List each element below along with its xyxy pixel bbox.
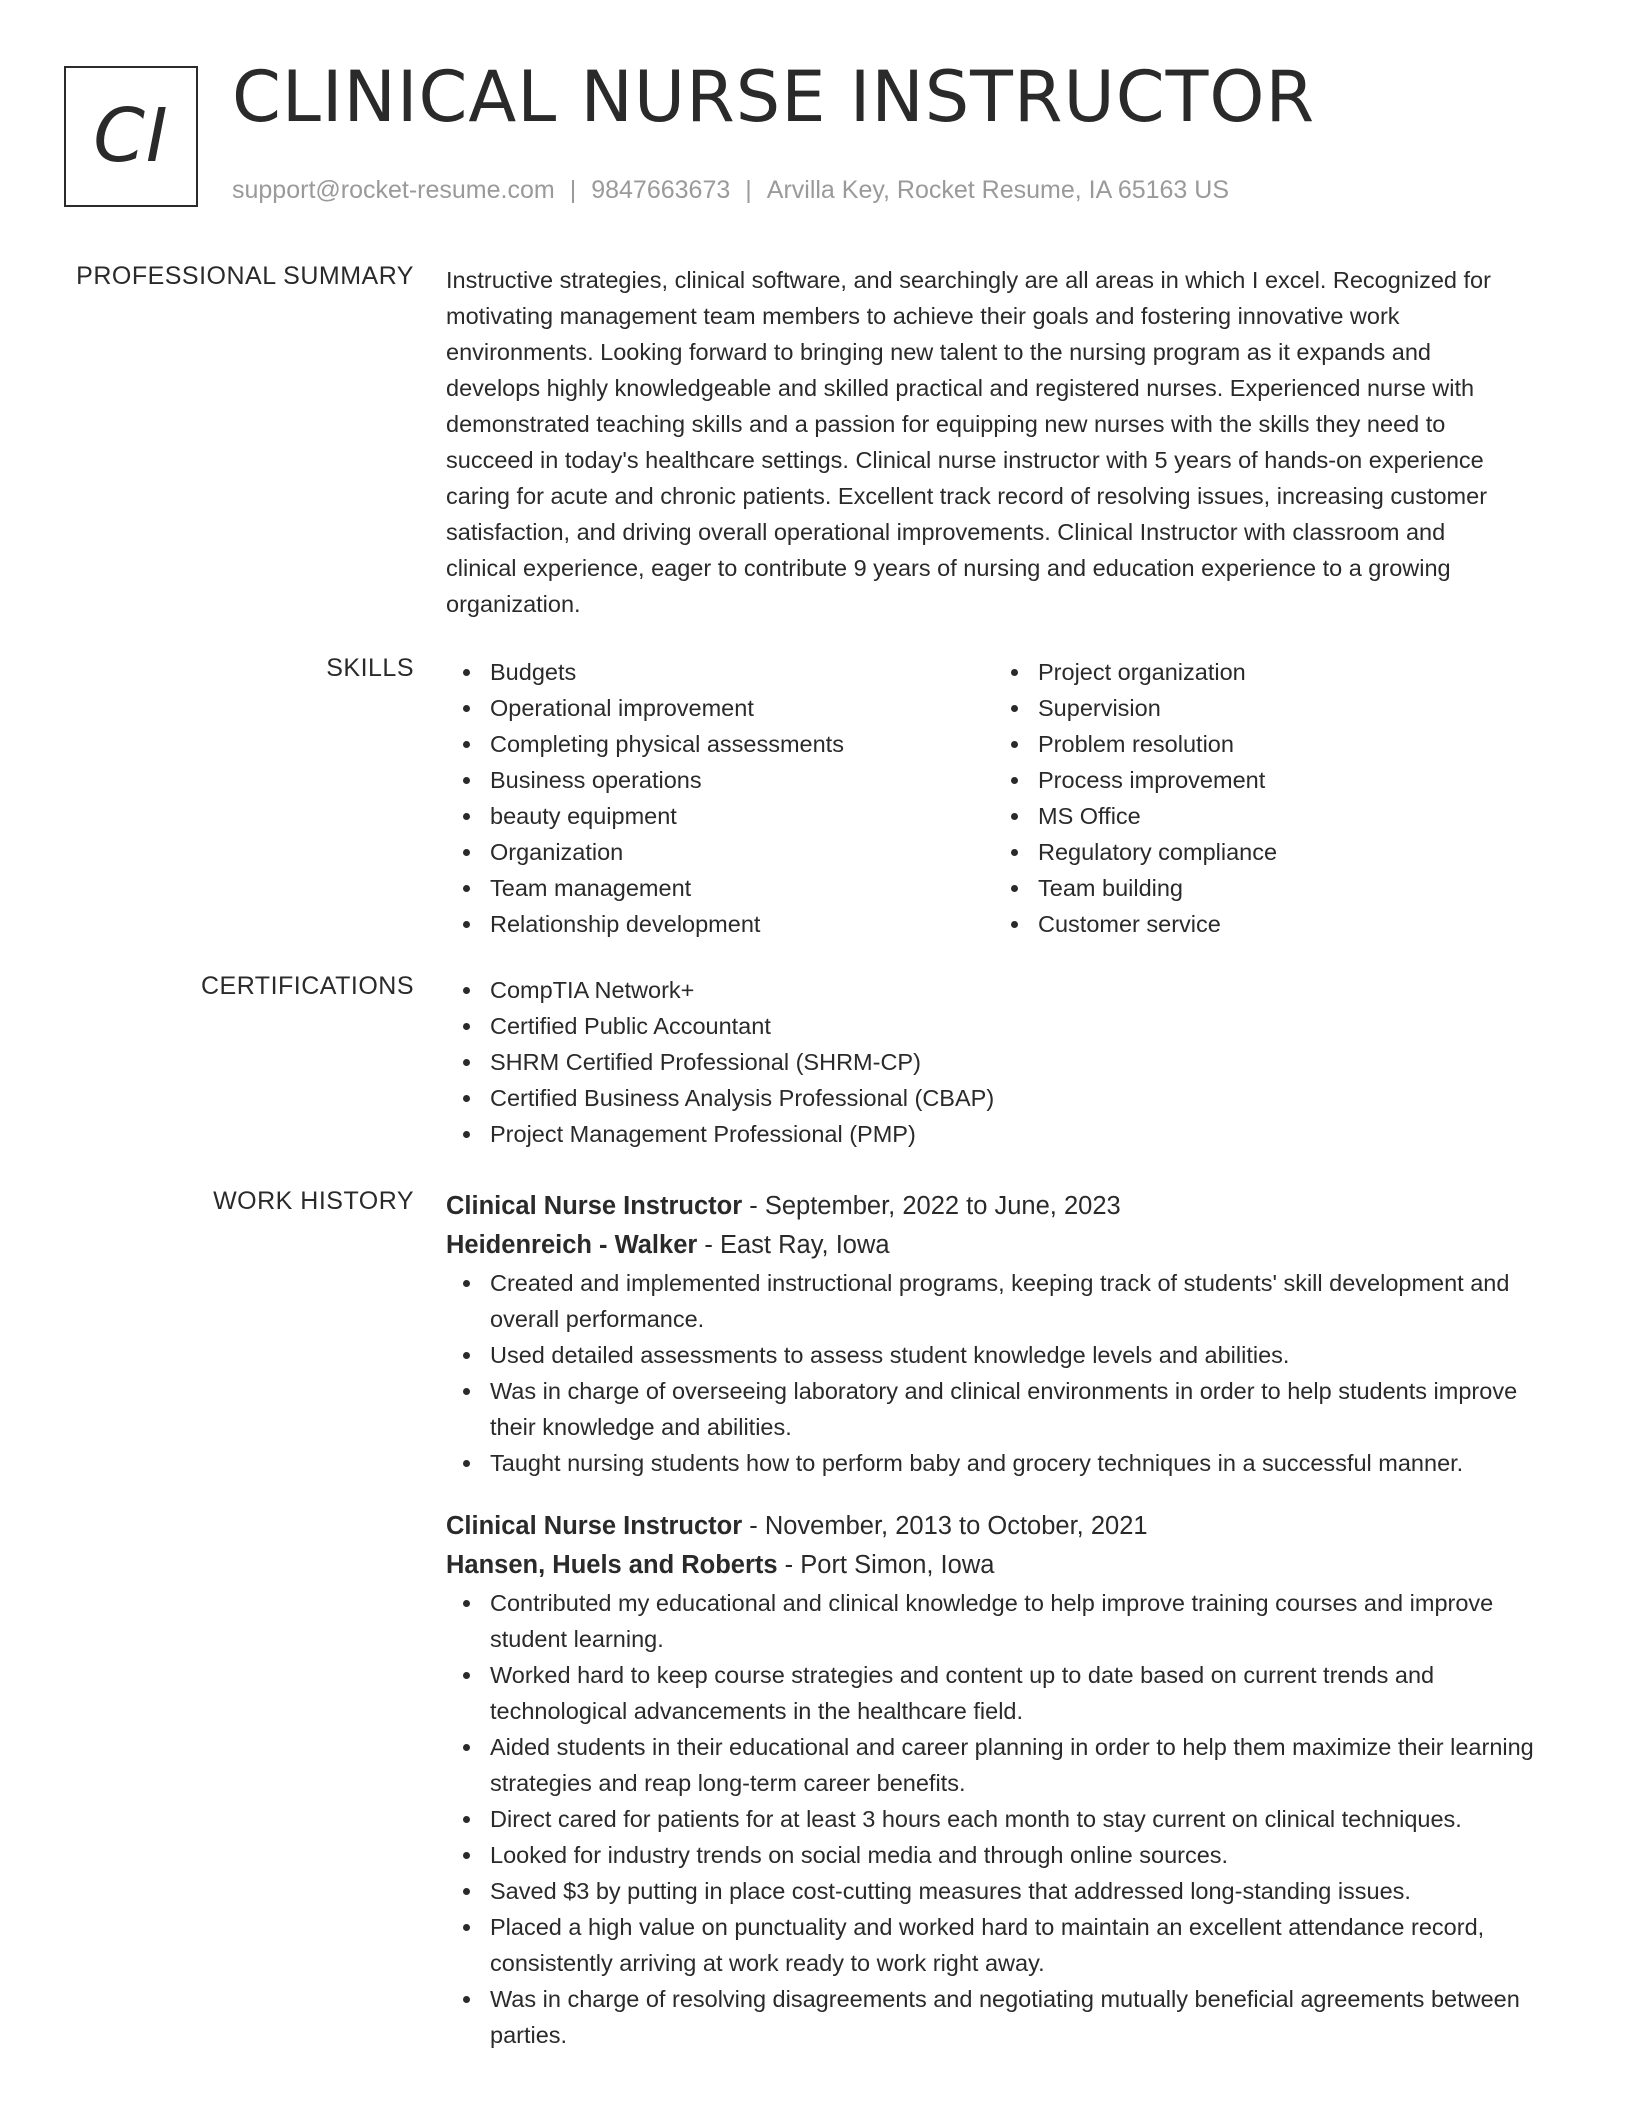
skill-item: Organization <box>446 834 994 870</box>
certification-item: SHRM Certified Professional (SHRM-CP) <box>446 1044 1558 1080</box>
job-bullet: Taught nursing students how to perform baby and grocery techniques in a successful manner. <box>446 1445 1558 1481</box>
summary-line: demonstrated teaching skills and a passion for equipping new nurses with the skills they need to <box>446 411 1446 437</box>
skill-item: Team management <box>446 870 994 906</box>
job-entry <box>446 1507 1558 2053</box>
skill-item: Supervision <box>994 690 1542 726</box>
skill-item: Customer service <box>994 906 1542 942</box>
contact-phone[interactable]: 9847663673 <box>591 176 731 204</box>
summary-line: satisfaction, and driving overall operational improvements. Clinical Instructor with classroom and <box>446 519 1446 545</box>
resume-title: CLINICAL NURSE INSTRUCTOR <box>232 56 1316 138</box>
section-title-skills: SKILLS <box>326 654 414 682</box>
skill-item: Operational improvement <box>446 690 994 726</box>
certifications-list <box>446 972 1558 1152</box>
certification-item: CompTIA Network+ <box>446 972 1558 1008</box>
skill-item: Team building <box>994 870 1542 906</box>
job-bullets <box>446 1265 1558 1481</box>
summary-line: organization. <box>446 591 581 617</box>
skill-item: MS Office <box>994 798 1542 834</box>
section-title-work-history: WORK HISTORY <box>213 1187 414 1215</box>
job-bullet: Created and implemented instructional programs, keeping track of students' skill development and overall performance. <box>446 1265 1558 1337</box>
contact-address: Arvilla Key, Rocket Resume, IA 65163 US <box>766 176 1230 204</box>
job-location: - Port Simon, Iowa <box>784 1551 995 1579</box>
skill-item: Relationship development <box>446 906 994 942</box>
job-bullet: Aided students in their educational and career planning in order to help them maximize their learning strategies and reap long-term career benefits. <box>446 1729 1558 1801</box>
certification-item: Project Management Professional (PMP) <box>446 1116 1558 1152</box>
summary-line: caring for acute and chronic patients. Excellent track record of resolving issues, increasing customer <box>446 483 1488 509</box>
skills-list-left <box>446 654 994 942</box>
job-company: Heidenreich - Walker <box>446 1231 698 1259</box>
skill-item: Completing physical assessments <box>446 726 994 762</box>
job-location: - East Ray, Iowa <box>704 1231 890 1259</box>
section-title-certifications: CERTIFICATIONS <box>200 972 414 1000</box>
monogram-logo <box>64 66 198 207</box>
summary-line: Instructive strategies, clinical software, and searchingly are all areas in which I excel. Recognized for <box>446 267 1491 293</box>
certification-item: Certified Business Analysis Professional (CBAP) <box>446 1080 1558 1116</box>
job-title-line <box>446 1187 1558 1226</box>
job-bullet: Saved $3 by putting in place cost-cutting measures that addressed long-standing issues. <box>446 1873 1558 1909</box>
skills-list-right <box>994 654 1542 942</box>
summary-line: environments. Looking forward to bringing new talent to the nursing program as it expands and <box>446 339 1431 365</box>
monogram-text: CI <box>93 92 169 179</box>
skill-item: Project organization <box>994 654 1542 690</box>
job-bullets <box>446 1585 1558 2053</box>
job-bullet: Direct cared for patients for at least 3 hours each month to stay current on clinical techniques. <box>446 1801 1558 1837</box>
job-dates: - November, 2013 to October, 2021 <box>749 1512 1148 1540</box>
skill-item: Budgets <box>446 654 994 690</box>
skill-item: Problem resolution <box>994 726 1542 762</box>
job-company: Hansen, Huels and Roberts <box>446 1551 778 1579</box>
job-bullet: Looked for industry trends on social media and through online sources. <box>446 1837 1558 1873</box>
job-bullet: Was in charge of overseeing laboratory and clinical environments in order to help students improve their knowledge and abilities. <box>446 1373 1558 1445</box>
contact-email[interactable]: support@rocket-resume.com <box>232 176 555 204</box>
job-bullet: Contributed my educational and clinical knowledge to help improve training courses and improve student learning. <box>446 1585 1558 1657</box>
job-entry <box>446 1187 1558 1481</box>
skill-item: Business operations <box>446 762 994 798</box>
skill-item: beauty equipment <box>446 798 994 834</box>
job-title-line <box>446 1507 1558 1546</box>
job-company-line <box>446 1226 1558 1265</box>
job-company-line <box>446 1546 1558 1585</box>
job-dates: - September, 2022 to June, 2023 <box>749 1192 1121 1220</box>
job-bullet: Used detailed assessments to assess student knowledge levels and abilities. <box>446 1337 1558 1373</box>
contact-line <box>232 176 1229 205</box>
job-bullet: Was in charge of resolving disagreements and negotiating mutually beneficial agreements between parties. <box>446 1981 1558 2053</box>
job-role: Clinical Nurse Instructor <box>446 1192 743 1220</box>
skill-item: Regulatory compliance <box>994 834 1542 870</box>
certification-item: Certified Public Accountant <box>446 1008 1558 1044</box>
contact-separator: | <box>569 176 577 204</box>
contact-separator: | <box>745 176 752 204</box>
job-bullet: Worked hard to keep course strategies and content up to date based on current trends and technological advancements in the healthcare field. <box>446 1657 1558 1729</box>
summary-line: develops highly knowledgeable and skilled practical and registered nurses. Experienced nurse with <box>446 375 1475 401</box>
summary-line: succeed in today's healthcare settings. Clinical nurse instructor with 5 years of hands-on experience <box>446 447 1484 473</box>
summary-text <box>446 262 1558 622</box>
skill-item: Process improvement <box>994 762 1542 798</box>
job-bullet: Placed a high value on punctuality and worked hard to maintain an excellent attendance record, consistently arriving at work ready to work right away. <box>446 1909 1558 1981</box>
summary-line: motivating management team members to achieve their goals and fostering innovative work <box>446 303 1400 329</box>
section-title-summary: PROFESSIONAL SUMMARY <box>76 262 414 290</box>
summary-line: clinical experience, eager to contribute 9 years of nursing and education experience to a growing <box>446 555 1451 581</box>
job-role: Clinical Nurse Instructor <box>446 1512 743 1540</box>
